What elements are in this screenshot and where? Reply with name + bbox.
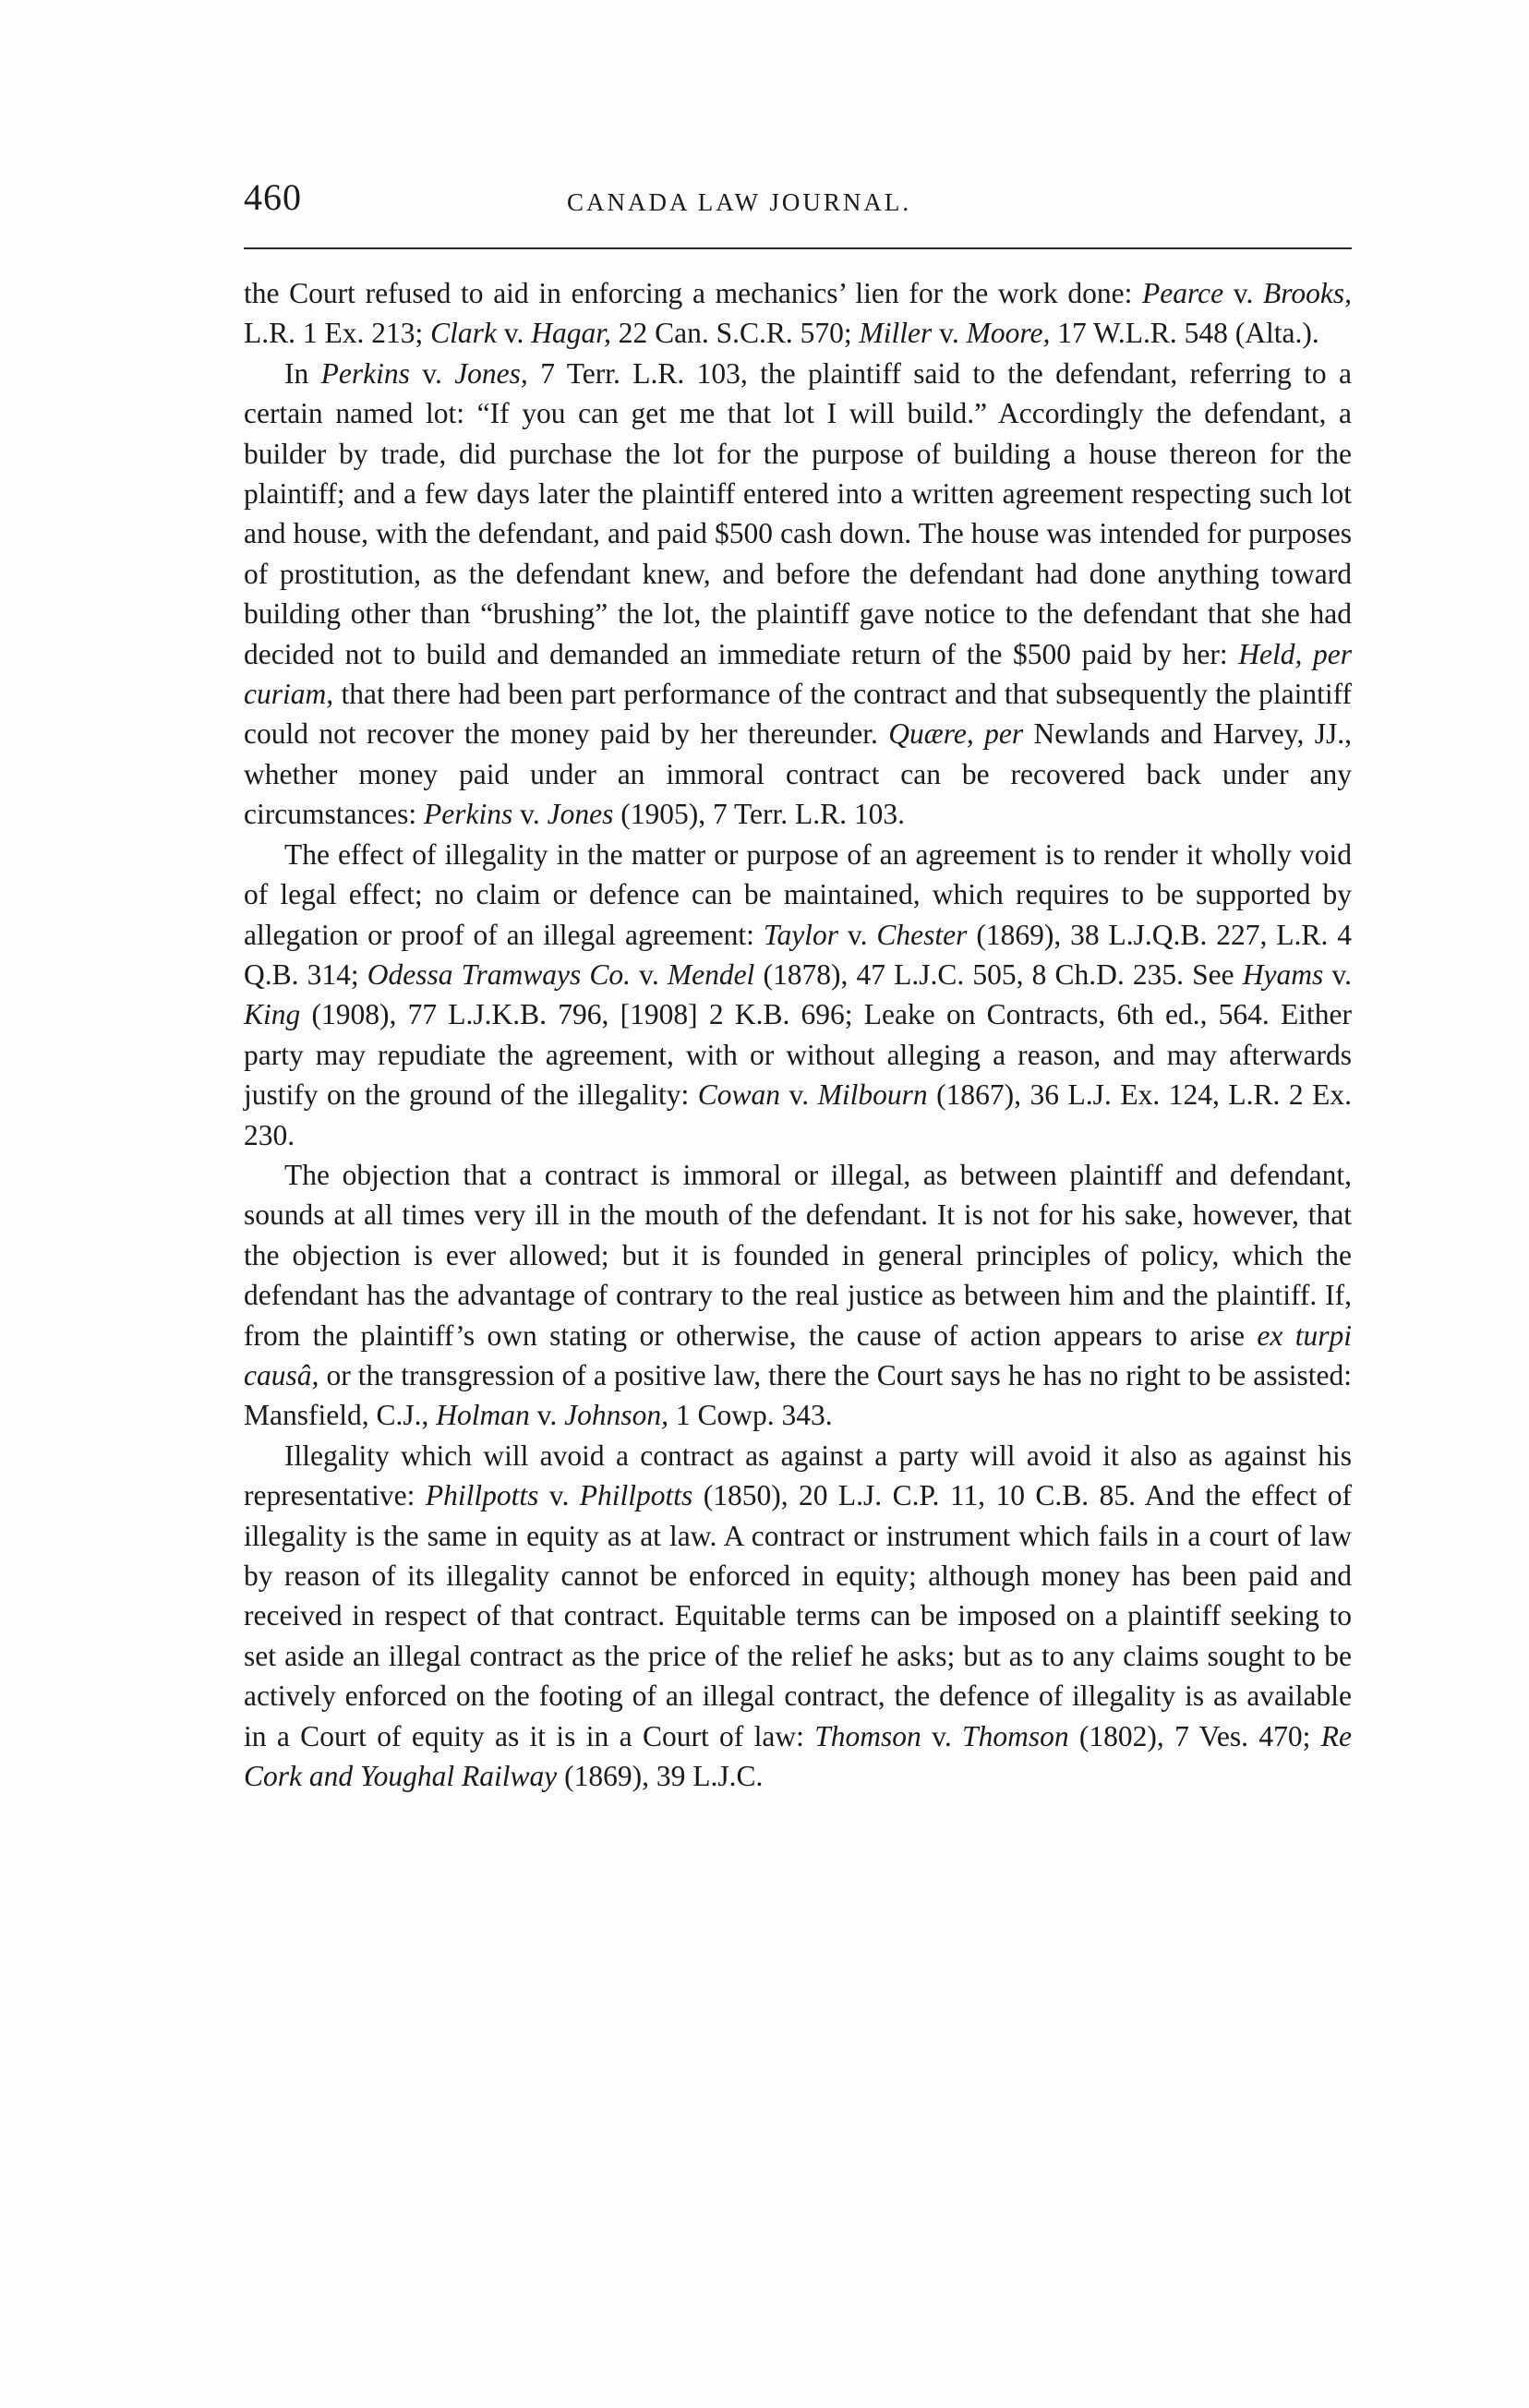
case-name: King: [244, 998, 301, 1031]
text-run: (1802), 7 Ves. 470;: [1068, 1719, 1321, 1752]
body-text: [244, 273, 1352, 1796]
case-name: Pearce: [1142, 277, 1224, 309]
text-run: v.: [1323, 957, 1352, 991]
case-name: Cowan: [697, 1078, 781, 1112]
paragraph: [244, 354, 1352, 835]
case-name: Held, per curiam,: [244, 637, 1352, 711]
text-run: Newlands and Harvey, JJ., whether money paid under an immoral contract can be recovered back under any circumstances:: [244, 717, 1353, 831]
case-name: Brooks,: [1263, 277, 1352, 309]
case-name: Phillpotts: [425, 1479, 539, 1512]
text-run: v.: [1223, 277, 1264, 309]
paragraph: [244, 273, 1352, 354]
text-run: 22 Can. S.C.R. 570;: [610, 317, 860, 350]
text-run: The objection that a contract is immoral or illegal, as between plaintiff and defendant, sounds at all times very ill in the mouth of the defendant. It is not for his sake, however, that the objection is ever allowed; but it is founded in general principles of policy, which the defendant has the advantage of contrary to the real justice as between him and the plaintiff. If, from the plaintiff’s own stating or otherwise, the cause of action appears to arise: [244, 1158, 1352, 1352]
case-name: Mendel: [667, 957, 755, 991]
text-run: v.: [409, 356, 455, 390]
page-header: [244, 175, 1352, 231]
case-name: Perkins: [424, 798, 513, 831]
header-rule: [244, 247, 1352, 249]
text-run: v.: [631, 957, 668, 991]
case-name: Clark: [430, 317, 497, 350]
text-run: (1867), 36 L.J. Ex. 124, L.R. 2 Ex. 230.: [244, 1078, 1352, 1151]
text-run: v.: [529, 1399, 565, 1432]
case-name: Miller: [859, 317, 933, 350]
case-name: Jones: [547, 798, 614, 831]
case-name: Thomson: [962, 1719, 1069, 1752]
case-name: Johnson,: [564, 1399, 668, 1432]
page-number: 460: [244, 176, 302, 218]
text-run: v.: [496, 317, 532, 350]
text-run: or the transgression of a positive law, there the Court says he has no right to be assisted: Mansfield, C.J.,: [244, 1358, 1352, 1432]
text-run: In: [284, 356, 321, 390]
text-run: v.: [932, 317, 967, 350]
text-run: (1905), 7 Terr. L.R. 103.: [613, 798, 906, 831]
case-name: Hyams: [1242, 957, 1324, 991]
case-name: ex turpi causâ,: [244, 1318, 1352, 1391]
text-run: 1 Cowp. 343.: [668, 1399, 833, 1432]
text-run: v.: [512, 798, 548, 831]
text-run: L.R. 1 Ex. 213;: [244, 317, 431, 350]
case-name: Chester: [876, 918, 968, 951]
text-run: v.: [538, 1479, 580, 1512]
case-name: Odessa Tramways Co.: [367, 957, 631, 991]
text-run: (1869), 38 L.J.Q.B. 227, L.R. 4 Q.B. 314;: [244, 918, 1352, 991]
case-name: Quære, per: [888, 717, 1024, 751]
text-run: v.: [837, 918, 877, 951]
text-run: the Court refused to aid in enforcing a mechanics’ lien for the work done:: [244, 277, 1143, 309]
case-name: Milbourn: [817, 1078, 928, 1112]
paragraph: [244, 1436, 1352, 1797]
text-run: (1908), 77 L.J.K.B. 796, [1908] 2 K.B. 696; Leake on Contracts, 6th ed., 564. Either party may repudiate the agreement, with or without alleging a reason, and may afterwards justify on the ground of the illegality:: [244, 998, 1352, 1112]
text-run: The effect of illegality in the matter or purpose of an agreement is to render it wholly void of legal effect; no claim or defence can be maintained, which requires to be supported by allegation or proof of an illegal agreement:: [244, 837, 1352, 951]
case-name: Hagar,: [531, 317, 611, 350]
running-head: CANADA LAW JOURNAL.: [567, 188, 912, 216]
case-name: Phillpotts: [579, 1479, 693, 1512]
text-run: that there had been part performance of the contract and that subsequently the plaintiff could not recover the money paid by her thereunder.: [244, 678, 1352, 751]
text-run: 17 W.L.R. 548 (Alta.).: [1050, 317, 1319, 350]
text-run: (1850), 20 L.J. C.P. 11, 10 C.B. 85. And the effect of illegality is the same in equity as at law. A contract or instrument which fails in a court of law by reason of its illegality cannot be enforced in equity; although money has been paid and received in respect of that contract. Equitable terms can be imposed on a plaintiff seeking to set aside an illegal contract as the price of the relief he asks; but as to any claims sought to be actively enforced on the footing of an illegal contract, the defence of illegality is as available in a Court of equity as it is in a Court of law:: [244, 1479, 1352, 1752]
case-name: Jones,: [454, 356, 528, 390]
paragraph: [244, 835, 1352, 1155]
text-run: v.: [780, 1078, 818, 1112]
text-run: (1869), 39 L.J.C.: [557, 1760, 764, 1793]
case-name: Thomson: [814, 1719, 921, 1752]
case-name: Holman: [436, 1399, 530, 1432]
paragraph: [244, 1155, 1352, 1436]
case-name: Re Cork and Youghal Railway: [244, 1719, 1352, 1793]
text-run: v.: [921, 1719, 963, 1752]
case-name: Perkins: [320, 356, 410, 390]
case-name: Taylor: [763, 918, 838, 951]
text-run: 7 Terr. L.R. 103, the plaintiff said to the defendant, referring to a certain named lot: “If you can get me that lot I will build.” Accordingly the defendant, a builder by trade, did purchase the lot for the purpose of building a house thereon for the plaintiff; and a few days later the plaintiff entered into a written agreement respecting such lot and house, with the defendant, and paid $500 cash down. The house was intended for purposes of prostitution, as the defendant knew, and before the defendant had done anything toward building other than “brushing” the lot, the plaintiff gave notice to the defendant that she had decided not to build and demanded an immediate return of the $500 paid by her:: [244, 356, 1352, 670]
text-run: (1878), 47 L.J.C. 505, 8 Ch.D. 235. See: [754, 957, 1243, 991]
text-run: Illegality which will avoid a contract as against a party will avoid it also as against his representative:: [244, 1439, 1352, 1512]
case-name: Moore,: [966, 317, 1051, 350]
